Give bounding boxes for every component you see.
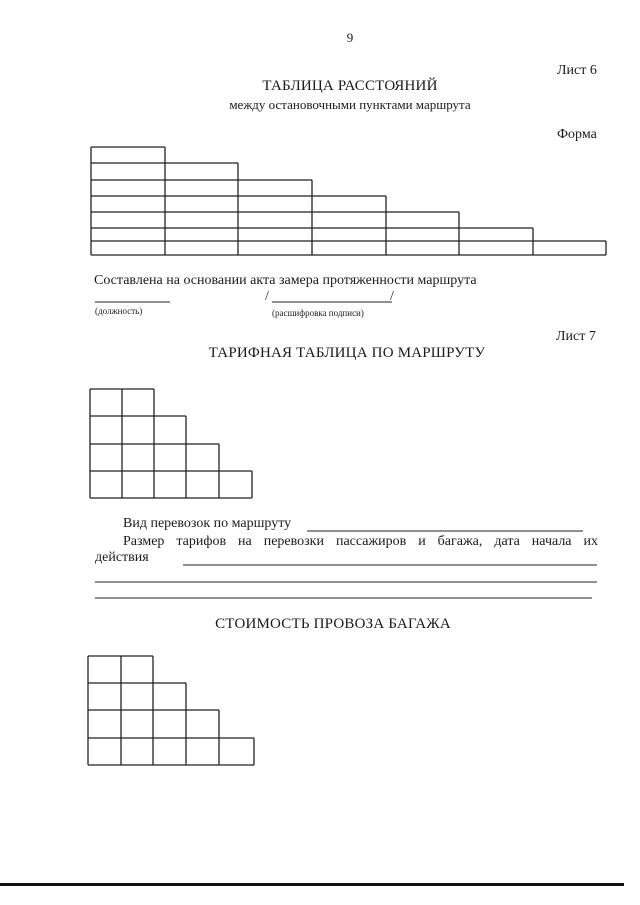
tariff-line-1: Размер тарифов на перевозки пассажиров и багажа, дата начала их xyxy=(123,534,598,549)
slash-left: / xyxy=(265,289,269,304)
tariff-line-2: действия xyxy=(95,550,149,565)
bottom-border-line xyxy=(0,883,624,886)
distance-table-title: ТАБЛИЦА РАССТОЯНИЙ xyxy=(262,78,438,94)
distance-table-subtitle: между остановочными пунктами маршрута xyxy=(229,97,471,112)
signature-caption: (расшифровка подписи) xyxy=(272,308,364,318)
sheet-6-label: Лист 6 xyxy=(557,63,597,78)
baggage-title: СТОИМОСТЬ ПРОВОЗА БАГАЖА xyxy=(215,616,451,632)
form-label: Форма xyxy=(557,127,597,142)
tariff-table-title: ТАРИФНАЯ ТАБЛИЦА ПО МАРШРУТУ xyxy=(208,345,486,361)
slash-right: / xyxy=(390,289,394,304)
baggage-table xyxy=(88,656,254,765)
transport-type-label: Вид перевозок по маршруту xyxy=(123,516,292,531)
position-caption: (должность) xyxy=(95,306,143,316)
basis-text: Составлена на основании акта замера протяженности маршрута xyxy=(94,273,477,288)
sheet-7-label: Лист 7 xyxy=(556,329,596,344)
tariff-table xyxy=(90,389,252,498)
page-number: 9 xyxy=(346,30,354,45)
distance-table xyxy=(91,147,606,255)
